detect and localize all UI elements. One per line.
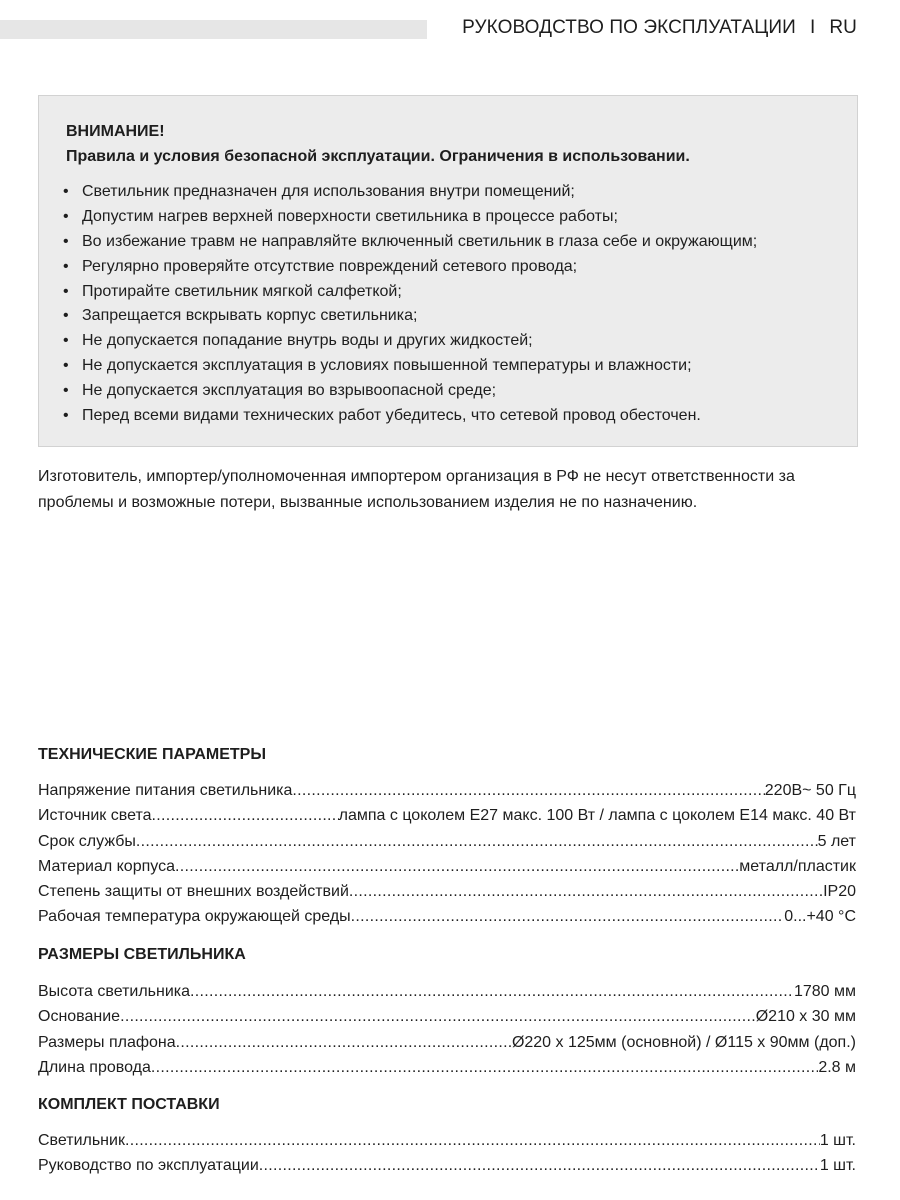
- dot-leader: [175, 854, 739, 879]
- bullet-icon: •: [63, 307, 69, 325]
- spec-row-voltage: [38, 778, 856, 803]
- spec-value: 1 шт.: [819, 1157, 856, 1175]
- warning-list: [63, 180, 757, 429]
- spec-row-cord-length: [38, 1055, 856, 1080]
- spec-value: Ø210 х 30 мм: [755, 1008, 856, 1026]
- tech-params-heading: ТЕХНИЧЕСКИЕ ПАРАМЕТРЫ: [38, 746, 267, 763]
- page-header: [462, 17, 857, 39]
- spec-value: лампа с цоколем Е27 макс. 100 Вт / лампа с цоколем Е14 макс. 40 Вт: [338, 807, 856, 825]
- dot-leader: [190, 979, 794, 1004]
- spec-label: Длина провода: [38, 1058, 151, 1076]
- list-item: [63, 379, 757, 404]
- dot-leader: [151, 803, 338, 828]
- list-item-text: Регулярно проверяйте отсутствие повреждений сетевого провода;: [82, 257, 578, 275]
- list-item: [63, 304, 757, 329]
- dot-leader: [125, 1128, 820, 1153]
- spec-row-manual: [38, 1153, 856, 1178]
- spec-row-shade-size: [38, 1030, 856, 1055]
- list-item: [63, 255, 757, 280]
- list-item-text: Во избежание травм не направляйте включенный светильник в глаза себе и окружающим;: [82, 232, 758, 250]
- header-language: RU: [829, 17, 857, 38]
- bullet-icon: •: [63, 207, 69, 225]
- spec-label: Высота светильника: [38, 983, 191, 1000]
- bullet-icon: •: [63, 257, 69, 275]
- spec-row-height: [38, 979, 856, 1004]
- spec-value: Ø220 х 125мм (основной) / Ø115 х 90мм (доп.): [511, 1033, 856, 1051]
- list-item: [63, 230, 757, 255]
- list-item-text: Не допускается эксплуатация во взрывоопасной среде;: [82, 382, 497, 400]
- spec-value: 2.8 м: [818, 1058, 856, 1076]
- list-item: [63, 205, 757, 230]
- bullet-icon: •: [63, 282, 69, 300]
- spec-value: металл/пластик: [739, 857, 856, 875]
- spec-row-material: [38, 854, 856, 879]
- list-item-text: Не допускается попадание внутрь воды и других жидкостей;: [82, 332, 533, 350]
- spec-label: Напряжение питания светильника: [38, 782, 293, 799]
- warning-box: [38, 95, 858, 447]
- spec-label: Основание: [38, 1008, 121, 1026]
- dot-leader: [292, 778, 764, 803]
- spec-label: Размеры плафона: [38, 1033, 176, 1051]
- spec-row-service-life: [38, 829, 856, 854]
- dot-leader: [136, 829, 818, 854]
- list-item-text: Допустим нагрев верхней поверхности светильника в процессе работы;: [82, 207, 618, 225]
- dimensions-heading: РАЗМЕРЫ СВЕТИЛЬНИКА: [38, 946, 246, 963]
- dot-leader: [349, 879, 823, 904]
- header-separator: I: [809, 17, 816, 38]
- spec-value: 0...+40 °С: [784, 908, 856, 926]
- dot-leader: [151, 1055, 818, 1080]
- list-item-text: Светильник предназначен для использования внутри помещений;: [82, 183, 575, 200]
- spec-label: Материал корпуса: [38, 857, 175, 875]
- package-list: [38, 1128, 856, 1179]
- tech-params-list: [38, 778, 856, 930]
- bullet-icon: •: [63, 332, 69, 350]
- package-heading: КОМПЛЕКТ ПОСТАВКИ: [38, 1096, 220, 1113]
- spec-value: 5 лет: [817, 832, 856, 850]
- spec-label: Светильник: [38, 1132, 125, 1149]
- dot-leader: [120, 1004, 756, 1029]
- dot-leader: [176, 1030, 512, 1055]
- bullet-icon: •: [63, 183, 69, 200]
- spec-value: IP20: [823, 883, 856, 901]
- spec-row-lamp: [38, 1128, 856, 1153]
- spec-row-protection: [38, 879, 856, 904]
- header-title: РУКОВОДСТВО ПО ЭКСПЛУАТАЦИИ: [462, 17, 796, 38]
- spec-label: Степень защиты от внешних воздействий: [38, 883, 349, 901]
- list-item: [63, 354, 757, 379]
- spec-label: Источник света: [38, 807, 152, 825]
- spec-value: 1780 мм: [793, 983, 856, 1000]
- spec-value: 220В~ 50 Гц: [764, 782, 856, 799]
- spec-label: Рабочая температура окружающей среды: [38, 908, 351, 926]
- spec-row-base: [38, 1004, 856, 1029]
- list-item: [63, 280, 757, 305]
- list-item-text: Запрещается вскрывать корпус светильника;: [82, 307, 418, 325]
- list-item: [63, 404, 757, 429]
- spec-row-light-source: [38, 803, 856, 828]
- spec-value: 1 шт.: [819, 1132, 856, 1149]
- bullet-icon: •: [63, 357, 69, 375]
- bullet-icon: •: [63, 407, 69, 425]
- list-item-text: Перед всеми видами технических работ убедитесь, что сетевой провод обесточен.: [82, 407, 701, 425]
- header-decor-bar: [0, 20, 427, 39]
- list-item-text: Протирайте светильник мягкой салфеткой;: [82, 282, 402, 300]
- warning-title: ВНИМАНИЕ!: [66, 123, 165, 140]
- bullet-icon: •: [63, 232, 69, 250]
- warning-subtitle: Правила и условия безопасной эксплуатации. Ограничения в использовании.: [66, 148, 690, 165]
- disclaimer-text: Изготовитель, импортер/уполномоченная импортером организация в РФ не несут ответственности за проблемы и возможные потери, вызванные использованием изделия не по назначению.: [38, 468, 795, 511]
- bullet-icon: •: [63, 382, 69, 400]
- dot-leader: [351, 904, 785, 929]
- spec-row-temperature: [38, 904, 856, 929]
- list-item-text: Не допускается эксплуатация в условиях повышенной температуры и влажности;: [82, 357, 692, 375]
- list-item: [63, 180, 757, 205]
- spec-label: Срок службы: [38, 832, 136, 850]
- spec-label: Руководство по эксплуатации: [38, 1157, 259, 1175]
- list-item: [63, 329, 757, 354]
- dot-leader: [259, 1153, 820, 1178]
- dimensions-list: [38, 979, 856, 1080]
